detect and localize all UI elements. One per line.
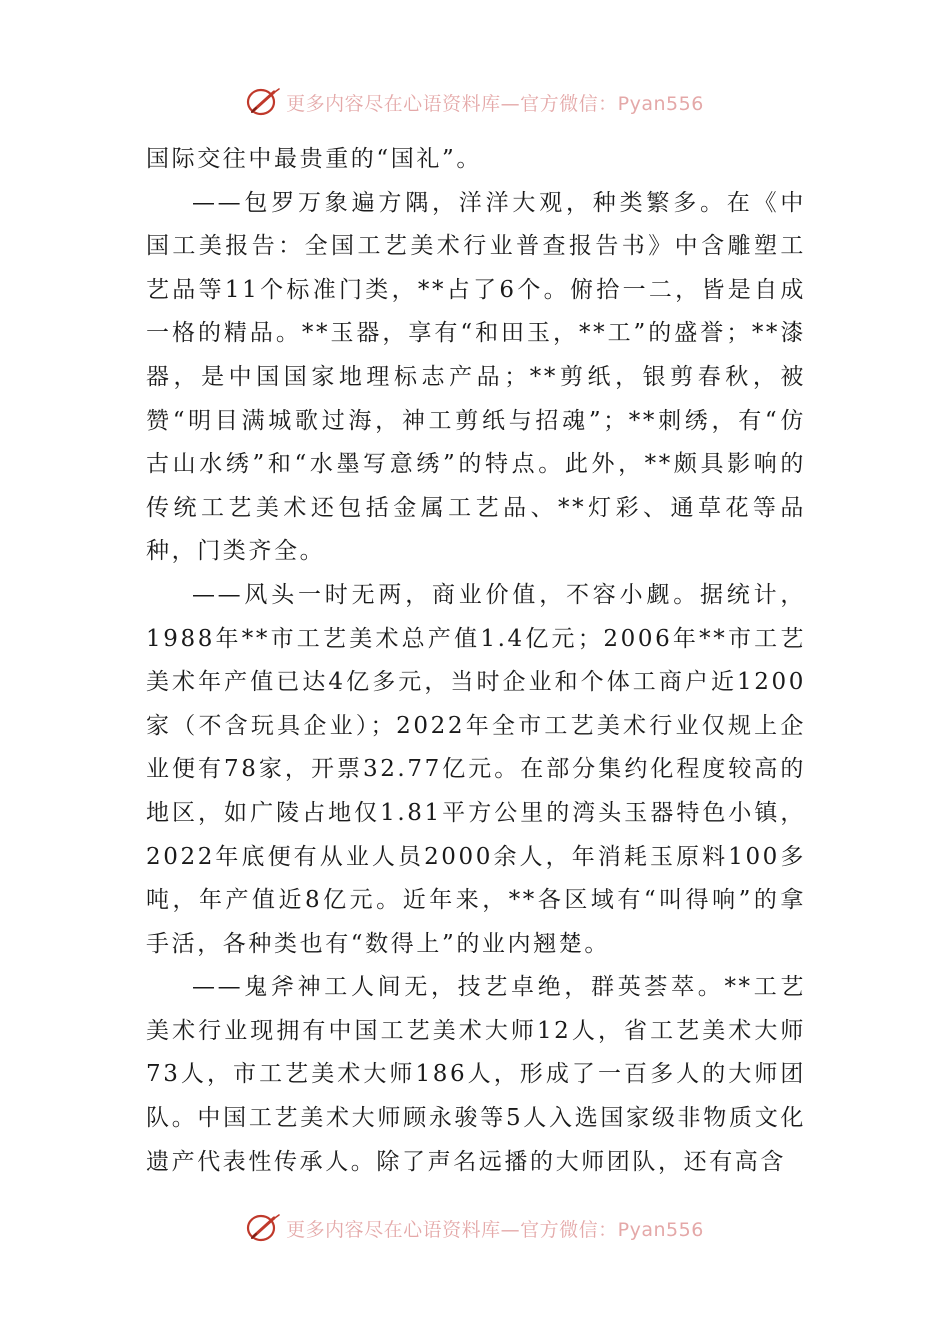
header-banner-text: 更多内容尽在心语资料库—官方微信：Pyan556 — [286, 92, 704, 115]
pen-logo-icon — [246, 1213, 282, 1243]
footer-banner-text: 更多内容尽在心语资料库—官方微信：Pyan556 — [286, 1218, 704, 1241]
pen-logo-icon — [246, 87, 282, 117]
paragraph-4: ——鬼斧神工人间无，技艺卓绝，群英荟萃。**工艺美术行业现拥有中国工艺美术大师12人，省工艺美术大师73人，市工艺美术大师186人，形成了一百多人的大师团队。中国工艺美术大师顾永骏等5人入选国家级非物质文化遗产代表性传承人。除了声名远播的大师团队，还有高含 — [146, 974, 806, 1175]
footer-banner — [0, 1208, 950, 1248]
paragraph-3: ——风头一时无两，商业价值，不容小觑。据统计，1988年**市工艺美术总产值1.4亿元；2006年**市工艺美术年产值已达4亿多元，当时企业和个体工商户近1200家（不含玩具企业）；2022年全市工艺美术行业仅规上企业便有78家，开票32.77亿元。在部分集约化程度较高的地区，如广陵占地仅1.81平方公里的湾头玉器特色小镇，2022年底便有从业人员2000余人，年消耗玉原料100多吨，年产值近8亿元。近年来，**各区域有“叫得响”的拿手活，各种类也有“数得上”的业内翘楚。 — [146, 581, 806, 957]
document-body — [146, 138, 806, 1184]
paragraph-1: 国际交往中最贵重的“国礼”。 — [146, 146, 482, 172]
paragraph-2: ——包罗万象遍方隅，洋洋大观，种类繁多。在《中国工美报告：全国工艺美术行业普查报告书》中含雕塑工艺品等11个标准门类，**占了6个。俯拾一二，皆是自成一格的精品。**玉器，享有“和田玉，**工”的盛誉；**漆器，是中国国家地理标志产品；**剪纸，银剪春秋，被赞“明目满城歌过海，神工剪纸与招魂”；**刺绣，有“仿古山水绣”和“水墨写意绣”的特点。此外，**颇具影响的传统工艺美术还包括金属工艺品、**灯彩、通草花等品种，门类齐全。 — [146, 189, 806, 565]
header-banner — [0, 82, 950, 122]
